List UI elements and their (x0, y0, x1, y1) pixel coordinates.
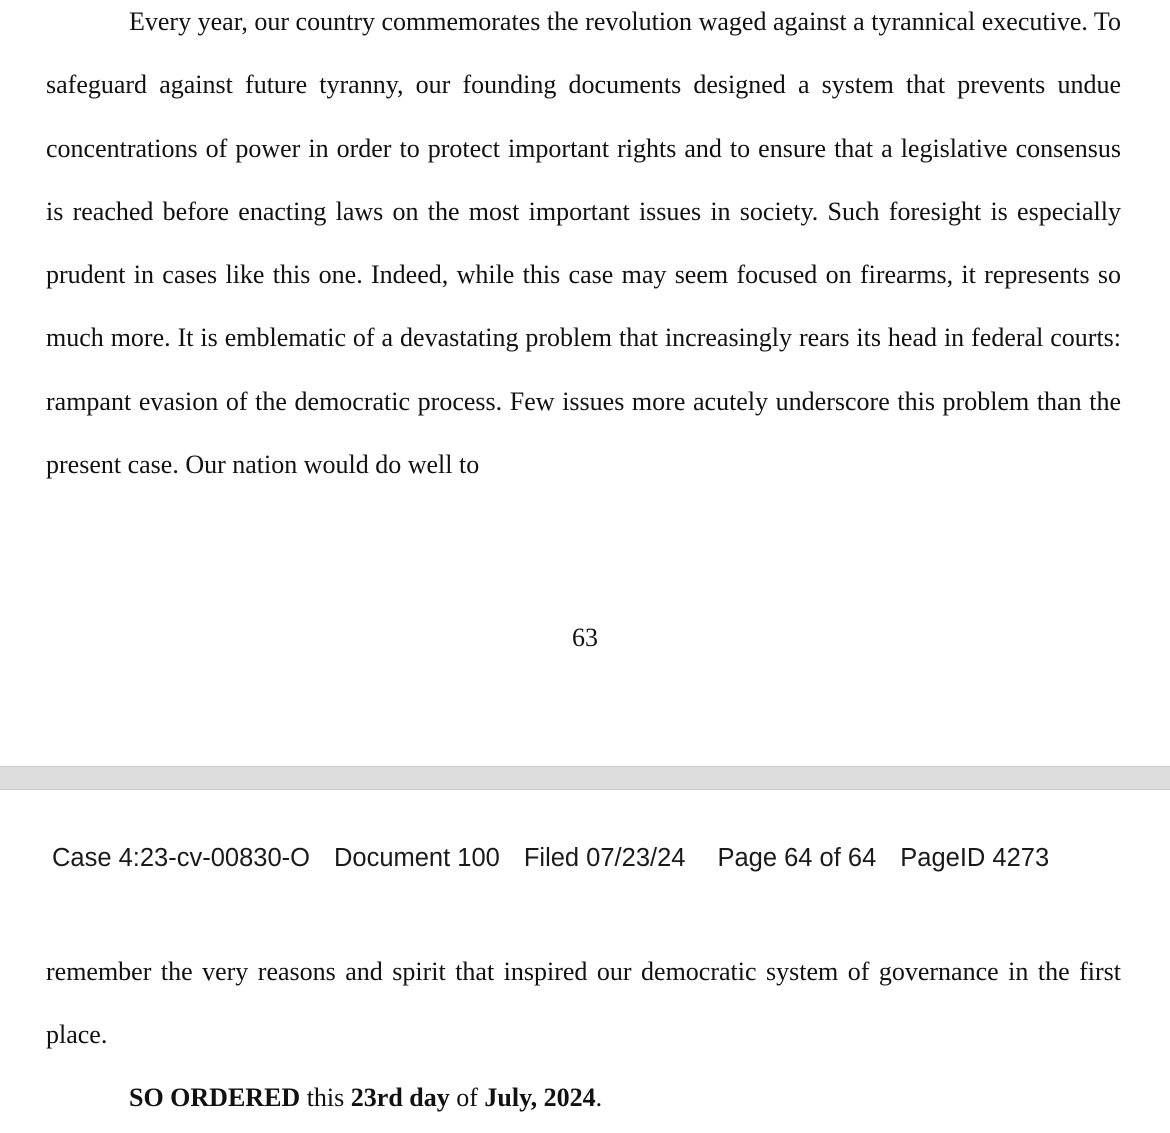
order-text: this (300, 1083, 351, 1112)
paragraph-line: legislative consensus is reached before enacting laws on the most important issues in society. (46, 133, 1122, 226)
paragraph-line: Such foresight is especially prudent in cases like this one. Indeed, while this case may seem (46, 196, 1121, 290)
opinion-paragraph-continued (46, 940, 1121, 1067)
so-ordered-line (129, 1080, 602, 1116)
order-text: of (449, 1083, 485, 1112)
page-count: Page 64 of 64 (717, 844, 877, 872)
page-id: PageID 4273 (900, 844, 1050, 872)
so-ordered-label: SO ORDERED (129, 1083, 301, 1112)
filed-date: Filed 07/23/24 (523, 844, 686, 872)
document-number: Document 100 (333, 844, 500, 872)
paragraph-line: executive. To safeguard against future tyranny, our founding documents designed a system that (46, 7, 1121, 100)
paragraph-line: Every year, our country commemorates the revolution waged against a tyrannical (129, 7, 976, 36)
opinion-paragraph (46, 0, 1121, 496)
order-date: July, 2024 (484, 1083, 596, 1112)
order-day: 23rd day (350, 1083, 450, 1112)
paragraph-line: increasingly rears its head in federal courts: rampant evasion of the democratic process. Few (46, 323, 1122, 416)
page-separator (0, 766, 1170, 790)
paragraph-line: issues more acutely underscore this problem than the present case. Our nation would do well to (46, 386, 1121, 480)
paragraph-line: first place. (46, 957, 1121, 1050)
paragraph-line: prevents undue concentrations of power in order to protect important rights and to ensure that a (46, 70, 1122, 163)
paragraph-line: focused on firearms, it represents so much more. It is emblematic of a devastating problem that (46, 260, 1121, 353)
case-header (52, 840, 1049, 876)
page-number: 63 (572, 623, 598, 652)
paragraph-line: remember the very reasons and spirit that inspired our democratic system of governance in the (46, 957, 1070, 986)
case-number: Case 4:23-cv-00830-O (52, 844, 310, 872)
order-period: . (595, 1083, 603, 1112)
